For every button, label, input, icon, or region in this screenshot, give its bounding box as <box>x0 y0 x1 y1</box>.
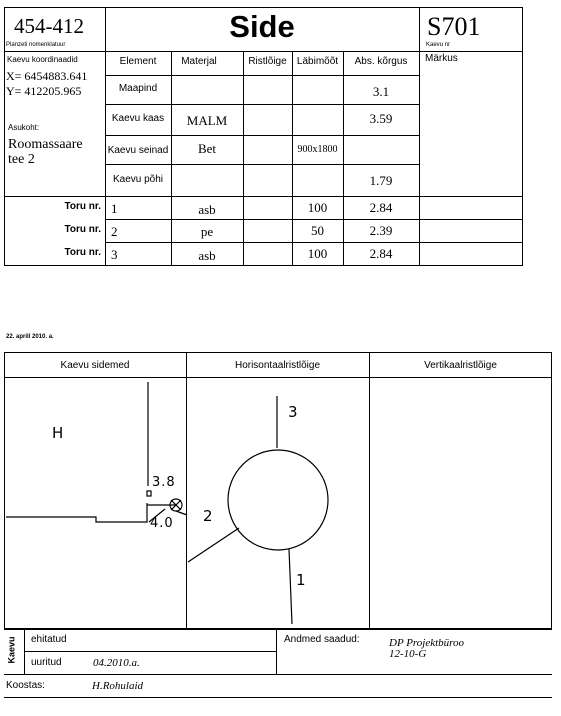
sheet-code: 454-412 <box>14 14 84 38</box>
coord-x-value: X= 6454883.641 <box>6 69 88 83</box>
coord-y-value: Y= 412205.965 <box>6 84 82 98</box>
footer-built-label: ehitatud <box>31 634 67 645</box>
pipe-2-height: 2.39 <box>369 223 393 238</box>
document-date: 22. aprill 2010. a. <box>6 334 54 340</box>
well-number: S701 <box>427 12 481 41</box>
sketch-col-horizontal: Horisontaalristlõige <box>234 360 321 371</box>
row-element-kaevu-seinad: Kaevu seinad <box>107 145 169 156</box>
footer-kaevu-label: Kaevu <box>6 636 17 664</box>
location-label: Asukoht: <box>8 123 40 132</box>
row-element-maapind: Maapind <box>118 83 158 94</box>
row-element-kaevu-pohi: Kaevu põhi <box>112 174 164 185</box>
sketch-pipe-3-label: 3 <box>288 403 298 421</box>
pipe-1-no: 1 <box>111 201 118 216</box>
footer-bottom-line <box>4 674 552 675</box>
pipe-3-diameter: 100 <box>307 246 328 261</box>
row-height-kaevu-pohi: 1.79 <box>369 173 393 188</box>
footer-surveyed-date: 04.2010.a. <box>93 657 140 669</box>
header-element: Element <box>119 56 157 67</box>
sketch-col-connections: Kaevu sidemed <box>60 360 130 371</box>
coords-heading: Kaevu koordinaadid <box>7 55 78 64</box>
sketch-col-vertical: Vertikaalristlõige <box>424 360 497 371</box>
location-line2: tee 2 <box>8 152 35 167</box>
sheet-caption: Planzeti nomenklatuur <box>6 42 66 48</box>
footer-signature-line <box>4 697 552 698</box>
footer-top-line <box>4 629 552 630</box>
row-height-maapind: 3.1 <box>372 84 390 99</box>
pipe-2-material: pe <box>200 224 214 239</box>
row-height-kaevu-kaas: 3.59 <box>369 111 393 126</box>
pipe-3-no: 3 <box>111 247 118 262</box>
pipe-2-no: 2 <box>111 224 118 239</box>
pipe-3-label: Toru nr. <box>64 247 101 258</box>
small-marker <box>147 491 151 496</box>
row-diameter-kaevu-seinad: 900x1800 <box>297 144 338 155</box>
footer-compiler: H.Rohulaid <box>92 680 144 692</box>
building-outline-lower <box>6 503 147 522</box>
sketch-pipe-2-label: 2 <box>203 507 213 525</box>
connection-stub-right <box>176 511 187 515</box>
header-diameter: Läbimõõt <box>296 56 339 67</box>
footer-inner-line <box>24 651 276 652</box>
footer-middle-divider <box>276 629 277 674</box>
footer-compiled-label: Koostas: <box>6 680 45 691</box>
header-material: Materjal <box>181 56 217 67</box>
sketch-pipe-1-label: 1 <box>296 571 306 589</box>
row-material-kaevu-kaas: MALM <box>186 113 228 128</box>
pipe-1-material: asb <box>198 202 216 217</box>
pipe-2-line <box>188 528 239 562</box>
location-line1: Roomassaare <box>8 137 83 152</box>
pipe-1-line <box>289 549 292 624</box>
row-material-kaevu-seinad: Bet <box>197 141 217 156</box>
sketch-level-bottom: 4.0 <box>150 516 174 531</box>
header-cross-section: Ristlõige <box>248 56 287 67</box>
pipe-3-material: asb <box>198 248 216 263</box>
footer-company-code: 12-10-G <box>389 648 427 660</box>
pipe-2-label: Toru nr. <box>64 224 101 235</box>
pipe-1-label: Toru nr. <box>64 201 101 212</box>
footer-data-from-label: Andmed saadud: <box>284 634 360 645</box>
manhole-circle <box>228 450 328 550</box>
header-notes: Märkus <box>425 53 458 64</box>
pipe-3-height: 2.84 <box>369 246 393 261</box>
sketch-level-top: 3.8 <box>152 475 176 490</box>
page-title: Side <box>229 9 295 44</box>
header-abs-height: Abs. kõrgus <box>354 56 408 67</box>
row-element-kaevu-kaas: Kaevu kaas <box>111 113 165 124</box>
footer-company: DP Projektbüroo <box>389 637 465 649</box>
footer-surveyed-label: uuritud <box>31 657 62 668</box>
well-caption: Kaevu nr <box>426 42 451 48</box>
sketch-h-label: H <box>52 424 64 442</box>
pipe-1-diameter: 100 <box>307 200 328 215</box>
pipe-2-diameter: 50 <box>311 223 324 238</box>
pipe-1-height: 2.84 <box>369 200 393 215</box>
